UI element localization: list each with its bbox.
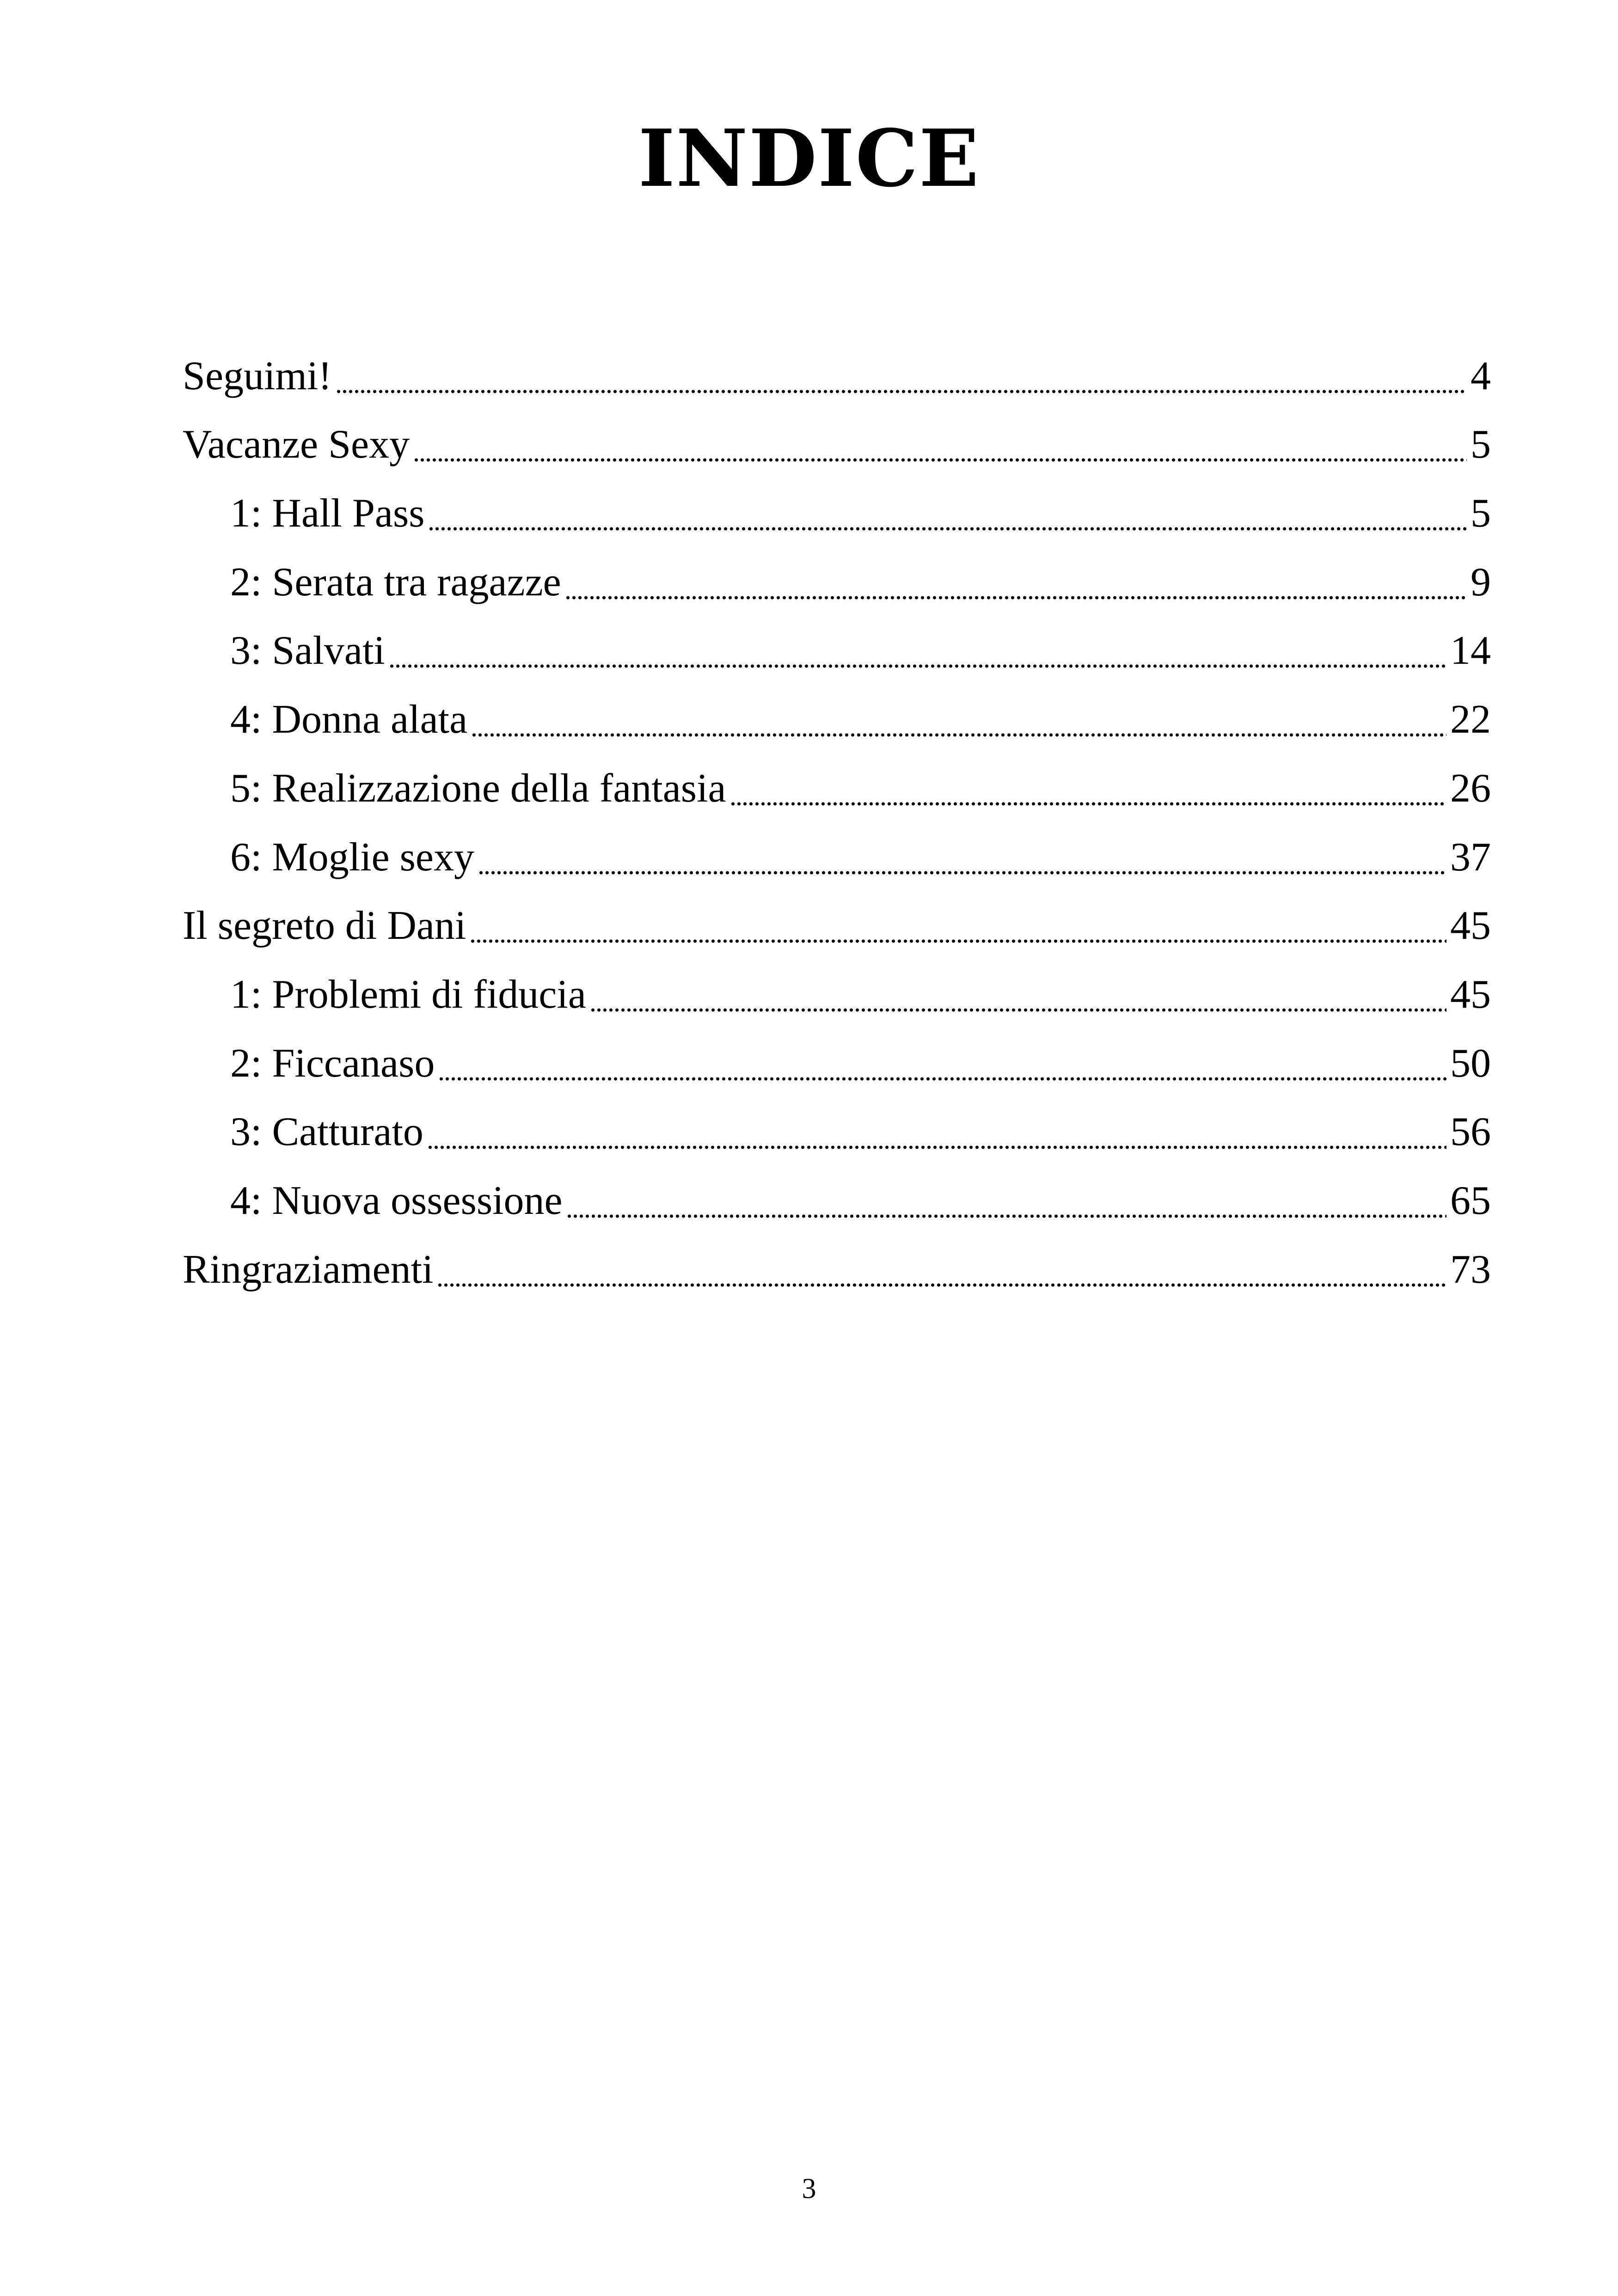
dot-leader	[565, 595, 1467, 600]
toc-entry-page: 5	[1471, 422, 1491, 467]
toc-entry-hall-pass[interactable]	[183, 470, 1491, 539]
toc-entry-donna-alata[interactable]	[183, 676, 1491, 745]
dot-leader	[590, 1007, 1446, 1013]
toc-entry-page: 50	[1450, 1041, 1491, 1086]
toc-entry-vacanze-sexy[interactable]	[183, 402, 1491, 471]
toc-entry-label: 2: Serata tra ragazze	[230, 559, 561, 605]
dot-leader	[413, 457, 1467, 463]
toc-entry-page: 65	[1450, 1178, 1491, 1223]
toc-entry-label: Vacanze Sexy	[183, 422, 410, 467]
toc-entry-page: 73	[1450, 1247, 1491, 1292]
dot-leader	[336, 389, 1467, 394]
dot-leader	[566, 1213, 1446, 1219]
dot-leader	[437, 1282, 1446, 1288]
toc-entry-label: 1: Problemi di fiducia	[230, 972, 586, 1017]
toc-entry-label: 4: Nuova ossessione	[230, 1178, 563, 1223]
dot-leader	[478, 870, 1446, 876]
toc-entry-ringraziamenti[interactable]	[183, 1226, 1491, 1295]
toc-entry-serata-tra-ragazze[interactable]	[183, 539, 1491, 608]
toc-entry-page: 45	[1450, 903, 1491, 949]
dot-leader	[389, 663, 1446, 669]
toc-entry-page: 56	[1450, 1109, 1491, 1155]
toc-entry-problemi-di-fiducia[interactable]	[183, 951, 1491, 1020]
toc-entry-label: 2: Ficcanaso	[230, 1041, 435, 1086]
table-of-contents	[183, 333, 1491, 1295]
dot-leader	[470, 938, 1446, 944]
toc-entry-catturato[interactable]	[183, 1089, 1491, 1158]
toc-entry-label: Il segreto di Dani	[183, 903, 466, 949]
dot-leader	[428, 526, 1467, 532]
toc-entry-page: 22	[1450, 697, 1491, 742]
toc-entry-seguimi[interactable]	[183, 333, 1491, 402]
toc-entry-page: 4	[1471, 353, 1491, 398]
toc-entry-label: 6: Moglie sexy	[230, 834, 474, 880]
toc-entry-label: 1: Hall Pass	[230, 491, 425, 536]
toc-entry-page: 5	[1471, 491, 1491, 536]
dot-leader	[730, 801, 1446, 807]
dot-leader	[438, 1076, 1446, 1082]
toc-entry-page: 45	[1450, 972, 1491, 1017]
toc-entry-label: Seguimi!	[183, 353, 332, 398]
toc-entry-label: Ringraziamenti	[183, 1247, 434, 1292]
toc-entry-page: 37	[1450, 834, 1491, 880]
toc-entry-label: 4: Donna alata	[230, 697, 468, 742]
page-title: INDICE	[638, 112, 980, 205]
toc-entry-page: 14	[1450, 628, 1491, 673]
toc-entry-realizzazione-della-fantasia[interactable]	[183, 745, 1491, 814]
toc-entry-page: 9	[1471, 559, 1491, 605]
toc-entry-label: 3: Catturato	[230, 1109, 423, 1155]
toc-entry-il-segreto-di-dani[interactable]	[183, 883, 1491, 952]
toc-entry-ficcanaso[interactable]	[183, 1020, 1491, 1089]
dot-leader	[471, 732, 1446, 738]
toc-entry-label: 5: Realizzazione della fantasia	[230, 765, 726, 811]
dot-leader	[427, 1145, 1446, 1150]
toc-entry-salvati[interactable]	[183, 608, 1491, 677]
toc-entry-moglie-sexy[interactable]	[183, 814, 1491, 883]
toc-entry-page: 26	[1450, 765, 1491, 811]
page-number: 3	[802, 2173, 816, 2204]
toc-entry-label: 3: Salvati	[230, 628, 385, 673]
toc-entry-nuova-ossessione[interactable]	[183, 1157, 1491, 1226]
